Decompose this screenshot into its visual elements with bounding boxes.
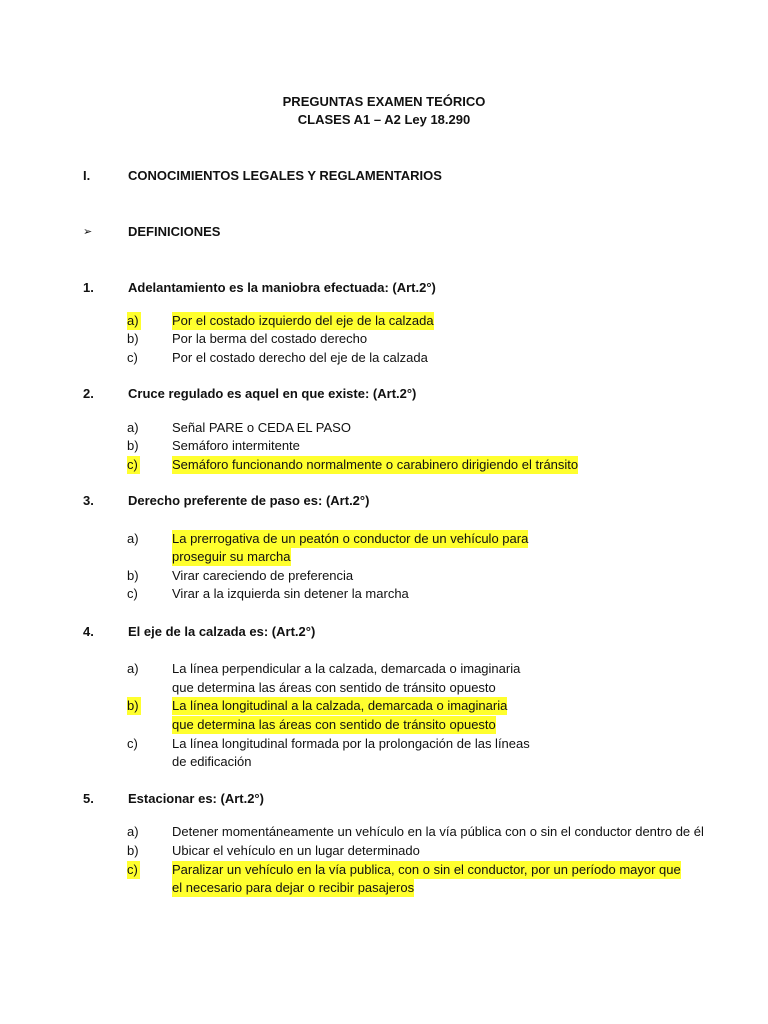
option-letter: a) <box>127 420 139 435</box>
section-roman-numeral: I. <box>83 168 91 183</box>
option-text: La línea longitudinal formada por la prolongación de las líneas <box>172 736 530 751</box>
arrowhead-bullet-icon: ➢ <box>83 226 93 238</box>
option-letter: b) <box>127 331 139 346</box>
document-title: PREGUNTAS EXAMEN TEÓRICO <box>282 94 486 109</box>
question-text: Derecho preferente de paso es: (Art.2°) <box>128 493 370 508</box>
question-text: Cruce regulado es aquel en que existe: (Art.2°) <box>128 386 417 401</box>
option-text: Virar a la izquierda sin detener la marcha <box>172 586 409 601</box>
option-text: Detener momentáneamente un vehículo en la vía pública con o sin el conductor dentro de él <box>172 824 704 839</box>
option-text: Virar careciendo de preferencia <box>172 568 354 583</box>
option-text: proseguir su marcha <box>172 549 291 564</box>
option-letter: c) <box>127 736 138 751</box>
option-text: Semáforo funcionando normalmente o carabinero dirigiendo el tránsito <box>172 457 579 472</box>
option-text: Señal PARE o CEDA EL PASO <box>172 420 351 435</box>
option-letter: b) <box>127 843 139 858</box>
option-text: Paralizar un vehículo en la vía publica, con o sin el conductor, por un período mayor que <box>172 862 681 877</box>
option-text: que determina las áreas con sentido de tránsito opuesto <box>172 717 496 732</box>
option-text: Semáforo intermitente <box>172 438 300 453</box>
option-letter: c) <box>127 350 138 365</box>
option-letter: c) <box>127 862 138 877</box>
option-text: Por el costado derecho del eje de la calzada <box>172 350 428 365</box>
option-letter: a) <box>127 824 139 839</box>
option-text: de edificación <box>172 754 252 769</box>
subsection-title: DEFINICIONES <box>128 224 221 239</box>
option-letter: a) <box>127 531 139 546</box>
option-text: que determina las áreas con sentido de tránsito opuesto <box>172 680 496 695</box>
option-text: Por el costado izquierdo del eje de la calzada <box>172 313 434 328</box>
option-text: Ubicar el vehículo en un lugar determinado <box>172 843 420 858</box>
option-text: el necesario para dejar o recibir pasajeros <box>172 880 415 895</box>
option-letter: b) <box>127 698 139 713</box>
question-text: Adelantamiento es la maniobra efectuada: (Art.2°) <box>128 280 436 295</box>
question-number: 3. <box>83 493 94 508</box>
option-letter: b) <box>127 568 139 583</box>
option-letter: b) <box>127 438 139 453</box>
option-letter: a) <box>127 313 139 328</box>
option-letter: a) <box>127 661 139 676</box>
question-number: 5. <box>83 791 94 806</box>
question-number: 4. <box>83 624 94 639</box>
document-subtitle: CLASES A1 – A2 Ley 18.290 <box>297 112 471 127</box>
question-text: Estacionar es: (Art.2°) <box>128 791 264 806</box>
option-text: La línea longitudinal a la calzada, demarcada o imaginaria <box>172 698 508 713</box>
section-title: CONOCIMIENTOS LEGALES Y REGLAMENTARIOS <box>128 168 442 183</box>
question-number: 2. <box>83 386 94 401</box>
option-text: La prerrogativa de un peatón o conductor de un vehículo para <box>172 531 529 546</box>
option-text: Por la berma del costado derecho <box>172 331 368 346</box>
question-text: El eje de la calzada es: (Art.2°) <box>128 624 316 639</box>
option-letter: c) <box>127 457 138 472</box>
option-text: La línea perpendicular a la calzada, demarcada o imaginaria <box>172 661 521 676</box>
question-number: 1. <box>83 280 94 295</box>
option-letter: c) <box>127 586 138 601</box>
